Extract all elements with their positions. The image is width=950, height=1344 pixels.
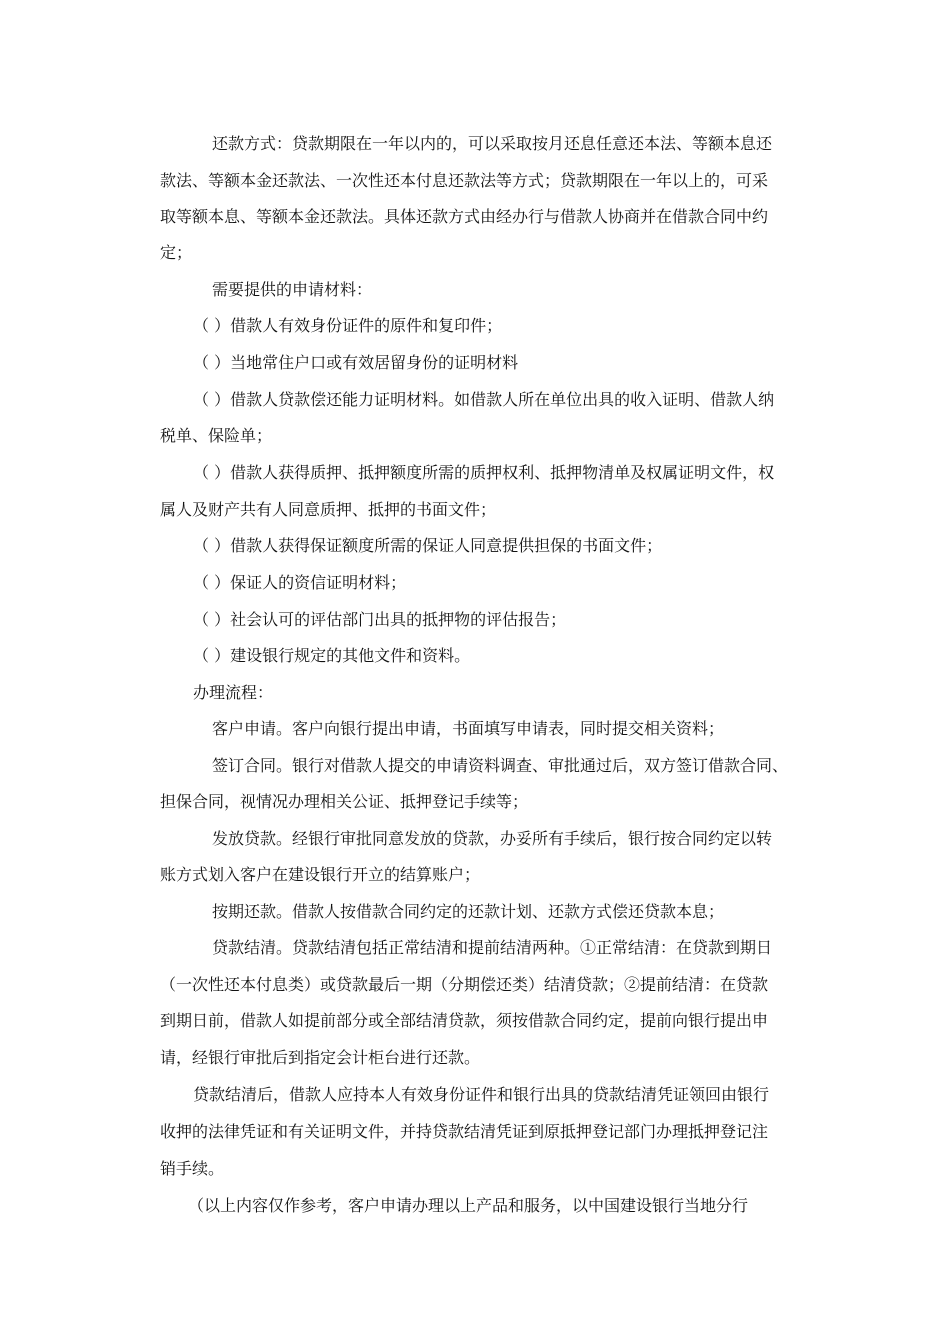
- text-line: 发放贷款。经银行审批同意发放的贷款，办妥所有手续后，银行按合同约定以转: [212, 829, 773, 848]
- text-line: （以上内容仅作参考，客户申请办理以上产品和服务，以中国建设银行当地分行: [188, 1196, 749, 1215]
- text-line: 还款方式：贷款期限在一年以内的，可以采取按月还息任意还本法、等额本息还: [212, 134, 773, 153]
- list-item: （ ）借款人有效身份证件的原件和复印件；: [193, 316, 503, 335]
- list-item: （ ）借款人获得保证额度所需的保证人同意提供担保的书面文件；: [193, 536, 663, 555]
- text-line: 销手续。: [160, 1159, 225, 1178]
- text-line: 贷款结清后，借款人应持本人有效身份证件和银行出具的贷款结清凭证领回由银行: [193, 1085, 770, 1104]
- text-line: 按期还款。借款人按借款合同约定的还款计划、还款方式偿还贷款本息；: [212, 902, 725, 921]
- list-item: （ ）借款人获得质押、抵押额度所需的质押权利、抵押物清单及权属证明文件，权: [193, 463, 775, 482]
- text-line: 签订合同。银行对借款人提交的申请资料调查、审批通过后，双方签订借款合同、: [212, 756, 789, 775]
- text-line: 账方式划入客户在建设银行开立的结算账户；: [160, 865, 481, 884]
- text-line: 客户申请。客户向银行提出申请，书面填写申请表，同时提交相关资料；: [212, 719, 725, 738]
- list-item: （ ）社会认可的评估部门出具的抵押物的评估报告；: [193, 610, 567, 629]
- list-item: （ ）借款人贷款偿还能力证明材料。如借款人所在单位出具的收入证明、借款人纳: [193, 390, 775, 409]
- text-line: 定；: [160, 243, 193, 262]
- list-item: （ ）保证人的资信证明材料；: [193, 573, 407, 592]
- text-line: 收押的法律凭证和有关证明文件，并持贷款结清凭证到原抵押登记部门办理抵押登记注: [160, 1122, 769, 1141]
- text-line: 请，经银行审批后到指定会计柜台进行还款。: [160, 1048, 481, 1067]
- list-item-continuation: 税单、保险单；: [160, 426, 273, 445]
- text-line: （一次性还本付息类）或贷款最后一期（分期偿还类）结清贷款；②提前结清：在贷款: [160, 975, 769, 994]
- section-heading: 需要提供的申请材料：: [212, 280, 373, 299]
- text-line: 担保合同，视情况办理相关公证、抵押登记手续等；: [160, 792, 529, 811]
- text-line: 取等额本息、等额本金还款法。具体还款方式由经办行与借款人协商并在借款合同中约: [160, 207, 769, 226]
- list-item: （ ）当地常住户口或有效居留身份的证明材料: [193, 353, 519, 372]
- text-line: 贷款结清。贷款结清包括正常结清和提前结清两种。①正常结清：在贷款到期日: [212, 938, 773, 957]
- text-line: 到期日前，借款人如提前部分或全部结清贷款，须按借款合同约定，提前向银行提出申: [160, 1011, 769, 1030]
- section-heading: 办理流程：: [193, 683, 274, 702]
- list-item: （ ）建设银行规定的其他文件和资料。: [193, 646, 471, 665]
- text-line: 款法、等额本金还款法、一次性还本付息还款法等方式；贷款期限在一年以上的，可采: [160, 171, 769, 190]
- list-item-continuation: 属人及财产共有人同意质押、抵押的书面文件；: [160, 500, 497, 519]
